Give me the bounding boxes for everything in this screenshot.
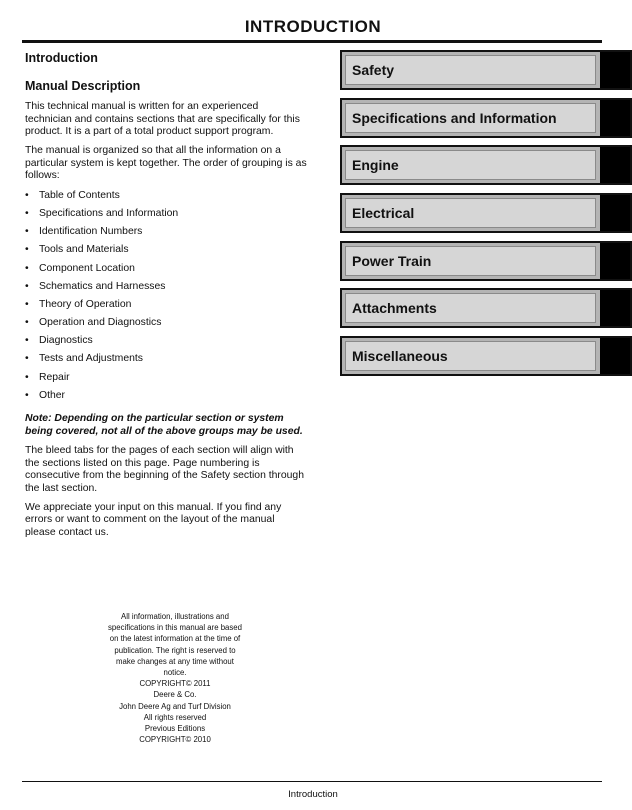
list-item: • Table of Contents (25, 189, 307, 207)
legal-line: John Deere Ag and Turf Division (119, 701, 231, 711)
bleed-tab-marker (600, 195, 630, 231)
list-item: • Operation and Diagnostics (25, 316, 307, 334)
list-item: • Specifications and Information (25, 207, 307, 225)
tab-miscellaneous[interactable] (340, 336, 632, 376)
legal-line: make changes at any time without (116, 656, 234, 666)
legal-line: publication. The right is reserved to (114, 645, 236, 655)
feedback-paragraph: We appreciate your input on this manual. If you find any errors or want to comment on the layout of the manual please contact us. (25, 501, 282, 538)
list-item: • Repair (25, 371, 307, 389)
legal-line: COPYRIGHT© 2011 (139, 679, 211, 689)
bleed-tab-marker (600, 147, 630, 183)
list-item: • Identification Numbers (25, 225, 307, 243)
list-item: • Component Location (25, 262, 307, 280)
bleed-tab-marker (600, 290, 630, 326)
footer-rule (22, 781, 602, 782)
section-tabs (340, 50, 632, 384)
tab-label: Attachments (352, 300, 437, 317)
subheading: Manual Description (25, 78, 141, 93)
list-item: • Diagnostics (25, 334, 307, 352)
list-item: • Theory of Operation (25, 298, 307, 316)
legal-line: All information, illustrations and (121, 612, 229, 621)
list-item: • Schematics and Harnesses (25, 280, 307, 298)
tab-label: Electrical (352, 205, 415, 222)
tab-label: Specifications and Information (352, 109, 557, 126)
organization-paragraph: The manual is organized so that all the information on a particular system is kept together. The order of grouping is as follows: (25, 144, 307, 182)
section-heading: Introduction (25, 51, 98, 65)
bleed-tab-marker (600, 52, 630, 88)
legal-line: All rights reserved (143, 712, 207, 722)
tab-label: Engine (352, 157, 399, 174)
list-item: • Other (25, 389, 307, 407)
note-paragraph: Note: Depending on the particular section or system being covered, not all of the above groups may be used. (25, 413, 303, 437)
tab-label: Power Train (352, 252, 432, 269)
page-footer: Introduction (288, 789, 338, 800)
manual-description-column (25, 50, 307, 545)
bleed-tabs-paragraph: The bleed tabs for the pages of each section will align with the sections listed on this page. Page numbering is consecutive from the beginning of the Safety section through the last section. (25, 445, 304, 494)
tab-electrical[interactable] (340, 193, 632, 233)
bleed-tab-marker (600, 100, 630, 136)
tab-label: Safety (352, 62, 395, 78)
legal-line: notice. (163, 668, 187, 678)
bleed-tab-marker (600, 338, 630, 374)
tab-specifications-and-information[interactable] (340, 98, 632, 138)
page-title: INTRODUCTION (244, 17, 382, 36)
legal-line: specifications in this manual are based (108, 623, 242, 633)
legal-line: COPYRIGHT© 2010 (139, 735, 211, 745)
legal-line: Deere & Co. (153, 690, 197, 700)
list-item: • Tests and Adjustments (25, 352, 307, 370)
tab-attachments[interactable] (340, 288, 632, 328)
intro-paragraph: This technical manual is written for an experienced technician and contains sections that are specifically for this product. It is a part of a total product support program. (25, 101, 300, 138)
list-item: • Tools and Materials (25, 243, 307, 261)
header-rule (22, 40, 602, 43)
grouping-list (25, 189, 307, 407)
tab-safety[interactable] (340, 50, 632, 90)
copyright-notice (90, 611, 260, 745)
tab-engine[interactable] (340, 145, 632, 185)
tab-power-train[interactable] (340, 241, 632, 281)
legal-line: on the latest information at the time of (109, 634, 241, 644)
tab-label: Miscellaneous (352, 348, 448, 365)
legal-line: Previous Editions (144, 724, 206, 734)
bleed-tab-marker (600, 243, 630, 279)
